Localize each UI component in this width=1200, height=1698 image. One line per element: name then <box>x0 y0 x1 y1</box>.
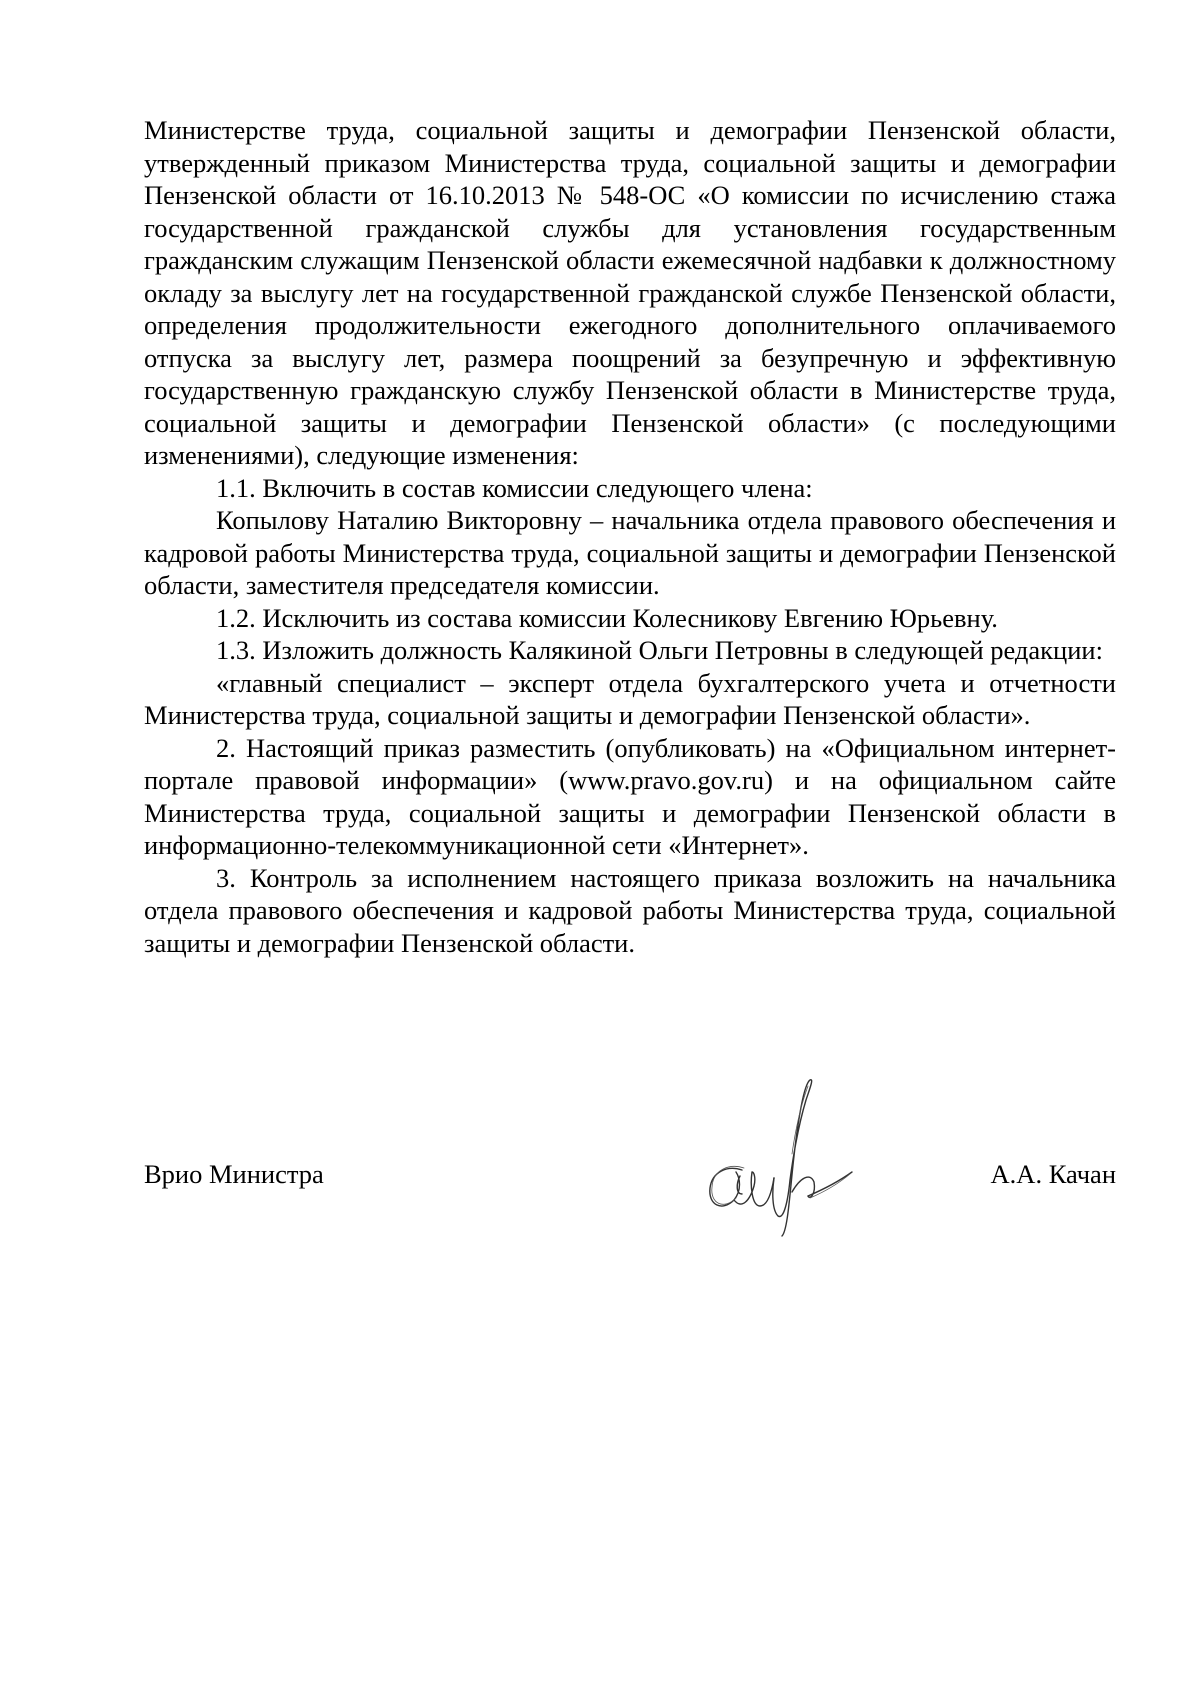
paragraph-new-member: Копылову Наталию Викторовну – начальника отдела правового обеспечения и кадровой работы Министерства труда, социальной защиты и демографии Пензенской области, заместителя председателя комиссии. <box>144 505 1116 600</box>
signatory-position: Врио Министра <box>144 1159 324 1189</box>
handwritten-signature <box>682 1060 862 1250</box>
paragraph-item-3: 3. Контроль за исполнением настоящего приказа возложить на начальника отдела правового обеспечения и кадровой работы Министерства труда, социальной защиты и демографии Пензенской области. <box>144 862 1116 958</box>
document-body <box>144 114 1116 959</box>
signature-block <box>144 1150 1116 1290</box>
paragraph-item-2: 2. Настоящий приказ разместить (опубликовать) на «Официальном интернет-портале правовой информации» (www.pravo.gov.ru) и на официальном сайте Министерства труда, социальной защиты и демографии Пензенской области в информационно-телекоммуникационной сети «Интернет». <box>144 732 1116 860</box>
paragraph-item-1-2: 1.2. Исключить из состава комиссии Колесникову Евгению Юрьевну. <box>216 602 998 633</box>
paragraph-new-position: «главный специалист – эксперт отдела бухгалтерского учета и отчетности Министерства труда, социальной защиты и демографии Пензенской области». <box>144 667 1116 730</box>
signatory-name: А.А. Качан <box>990 1159 1116 1189</box>
paragraph-item-1-3: 1.3. Изложить должность Калякиной Ольги Петровны в следующей редакции: <box>216 635 1103 665</box>
paragraph-item-1-1: 1.1. Включить в состав комиссии следующего члена: <box>216 472 813 503</box>
paragraph-preamble: Министерстве труда, социальной защиты и демографии Пензенской области, утвержденный приказом Министерства труда, социальной защиты и демографии Пензенской области от 16.10.2013 № 548-ОС «О комиссии по исчислению стажа государственной гражданской службы для установления государственным гражданским служащим Пензенской области ежемесячной надбавки к должностному окладу за выслугу лет на государственной гражданской службе Пензенской области, определения продолжительности ежегодного дополнительного оплачиваемого отпуска за выслугу лет, размера поощрений за безупречную и эффективную государственную гражданскую службу Пензенской области в Министерстве труда, социальной защиты и демографии Пензенской области» (с последующими изменениями), следующие изменения: <box>144 115 1116 470</box>
